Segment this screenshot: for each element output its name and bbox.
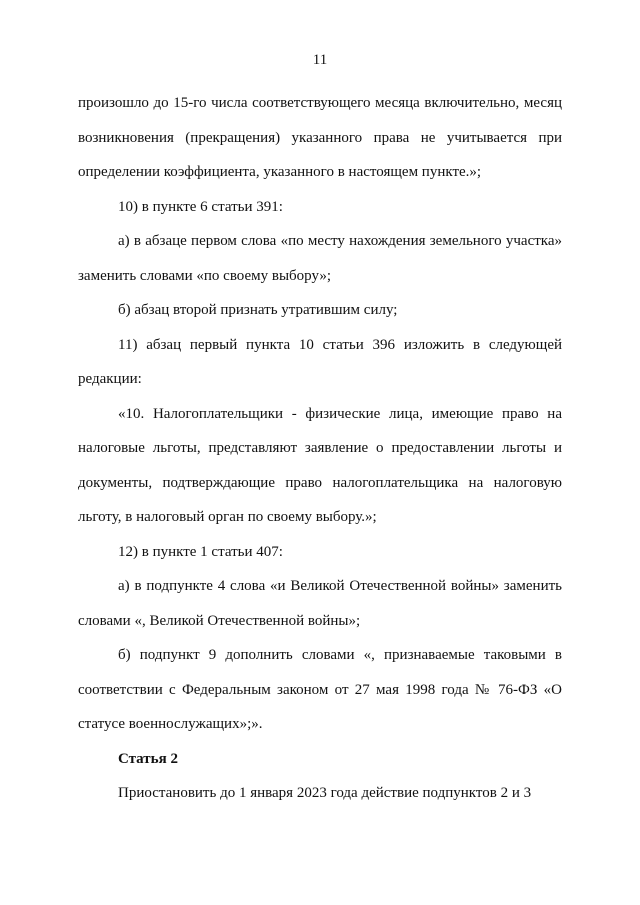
paragraph-item-10b: б) абзац второй признать утратившим силу; [118,302,398,318]
document-body [78,86,562,811]
paragraph-quote-10: «10. Налогоплательщики - физические лица, имеющие право на налоговые льготы, представляют заявление о предоставлении льготы и документы, подтверждающие право налогоплательщика на налоговую льготу, в налоговый орган по своему выбору.»; [78,405,562,525]
article-heading: Статья 2 [118,750,178,767]
paragraph-article-2: Приостановить до 1 января 2023 года действие подпунктов 2 и 3 [118,785,532,801]
page-number: 11 [312,52,328,68]
paragraph-item-10: 10) в пункте 6 статьи 391: [118,198,283,215]
paragraph-item-12: 12) в пункте 1 статьи 407: [118,543,283,560]
paragraph-item-12a: а) в подпункте 4 слова «и Великой Отечественной войны» заменить словами «, Великой Отечественной войны»; [78,578,562,629]
paragraph-item-10a: а) в абзаце первом слова «по месту нахождения земельного участка» заменить словами «по своему выбору»; [78,233,562,284]
paragraph-item-12b: б) подпункт 9 дополнить словами «, признаваемые таковыми в соответствии с Федеральным законом от 27 мая 1998 года № 76-ФЗ «О статусе военнослужащих»;». [78,647,562,732]
paragraph-item-11: 11) абзац первый пункта 10 статьи 396 изложить в следующей редакции: [78,336,562,387]
paragraph-continuation: произошло до 15-го числа соответствующего месяца включительно, месяц возникновения (прекращения) указанного права не учитывается при определении коэффициента, указанного в настоящем пункте.»; [78,95,562,180]
